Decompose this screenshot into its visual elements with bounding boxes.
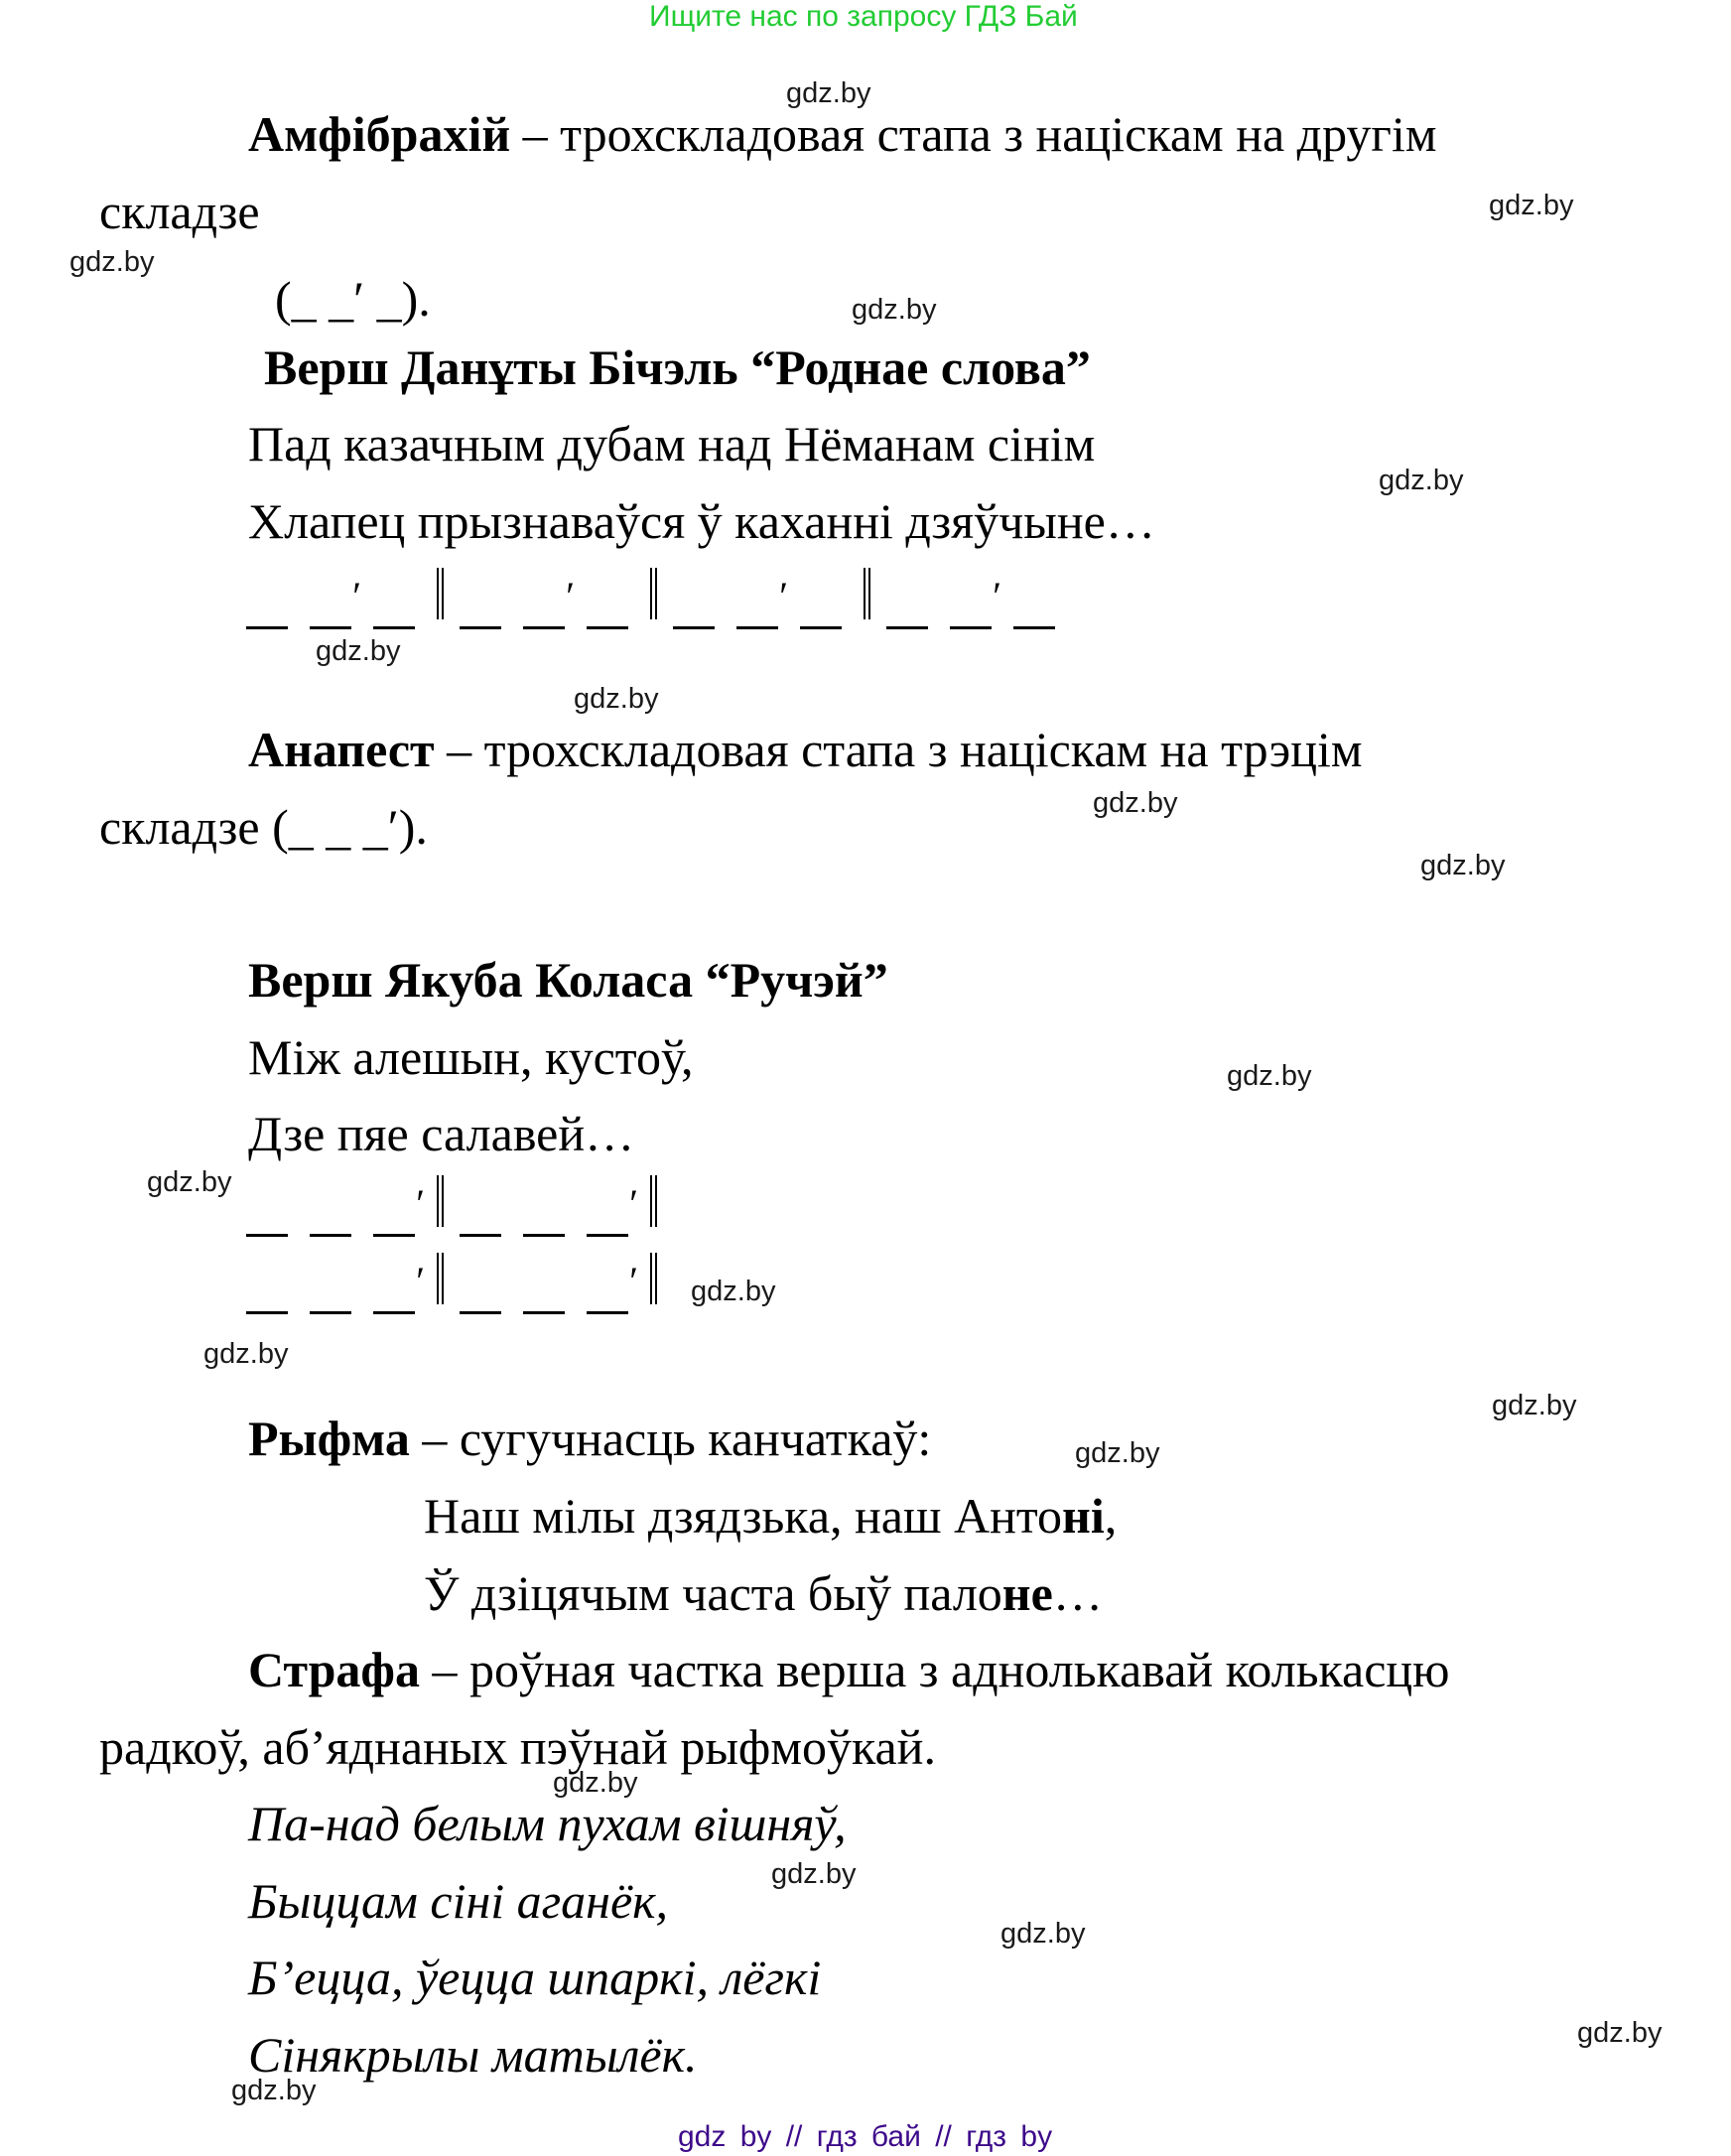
watermark: gdz.by bbox=[1227, 1060, 1312, 1092]
poem2-meter-scheme bbox=[246, 1185, 673, 1237]
watermark: gdz.by bbox=[231, 2075, 317, 2106]
rhyme-example-line bbox=[424, 1488, 1118, 1544]
rhyme-definition bbox=[248, 1411, 932, 1466]
amphibrach-formula: (_ _′ _). bbox=[275, 271, 431, 327]
line-punct: … bbox=[1052, 1565, 1103, 1621]
stanza-example-line: Быццам сіні аганёк, bbox=[248, 1873, 669, 1929]
watermark: gdz.by bbox=[1489, 190, 1574, 221]
definition-text: – трохскладовая стапа з націскам на трэцім bbox=[434, 722, 1363, 777]
watermark: gdz.by bbox=[203, 1338, 289, 1370]
definition-text: – роўная частка верша з аднолькавай колькасцю bbox=[420, 1642, 1450, 1697]
watermark: gdz.by bbox=[1093, 787, 1178, 819]
watermark: gdz.by bbox=[1379, 465, 1464, 496]
stanza-example-line: Сінякрылы матылёк. bbox=[248, 2027, 698, 2083]
stanza-continuation: радкоў, аб’яднаных пэўнай рыфмоўкай. bbox=[99, 1719, 936, 1775]
line-text: Ў дзіцячым часта быў пало bbox=[424, 1565, 1002, 1621]
poem1-line: Пад казачным дубам над Нёманам сінім bbox=[248, 416, 1096, 472]
stanza-example-line: Б’ецца, ўецца шпаркі, лёгкі bbox=[248, 1950, 822, 2005]
stanza-definition bbox=[248, 1642, 1450, 1697]
watermark: gdz.by bbox=[553, 1767, 638, 1799]
poem2-meter-scheme bbox=[246, 1263, 673, 1314]
footer-links[interactable]: gdz by // гдз бай // гдз by bbox=[678, 2120, 1053, 2153]
amphibrach-definition bbox=[248, 106, 1437, 162]
watermark: gdz.by bbox=[1492, 1390, 1577, 1421]
watermark: gdz.by bbox=[69, 246, 155, 278]
poem2-title: Верш Якуба Коласа “Ручэй” bbox=[248, 952, 888, 1008]
watermark: gdz.by bbox=[316, 635, 401, 667]
watermark: gdz.by bbox=[786, 77, 871, 109]
anapest-continuation: складзе (_ _ _′). bbox=[99, 799, 428, 855]
rhyme-example-line bbox=[424, 1565, 1103, 1621]
poem1-meter-scheme bbox=[246, 578, 1077, 629]
watermark: gdz.by bbox=[1075, 1437, 1160, 1469]
definition-text: – трохскладовая стапа з націскам на другім bbox=[510, 106, 1437, 162]
watermark: gdz.by bbox=[771, 1858, 857, 1890]
watermark: gdz.by bbox=[1577, 2017, 1663, 2049]
term-stanza: Страфа bbox=[248, 1642, 421, 1697]
line-text: Наш мілы дзядзька, наш Анто bbox=[424, 1488, 1063, 1544]
term-rhyme: Рыфма bbox=[248, 1411, 410, 1466]
watermark: gdz.by bbox=[147, 1166, 232, 1198]
poem2-line: Між алешын, кустоў, bbox=[248, 1029, 694, 1085]
poem1-title: Верш Данұты Бічэль “Роднае слова” bbox=[264, 339, 1091, 395]
watermark: gdz.by bbox=[574, 683, 659, 715]
watermark: gdz.by bbox=[1000, 1918, 1086, 1950]
rhyme-ending: не bbox=[1001, 1565, 1053, 1621]
stanza-example-line: Па-над белым пухам вішняў, bbox=[248, 1796, 847, 1851]
term-amphibrach: Амфібрахій bbox=[248, 106, 511, 162]
poem1-line: Хлапец прызнаваўся ў каханні дзяўчыне… bbox=[248, 493, 1155, 549]
watermark: gdz.by bbox=[691, 1276, 776, 1307]
definition-text: – сугучнасць канчаткаў: bbox=[409, 1411, 932, 1466]
watermark: gdz.by bbox=[852, 294, 937, 326]
line-punct: , bbox=[1104, 1488, 1118, 1544]
term-anapest: Анапест bbox=[248, 722, 435, 777]
watermark: gdz.by bbox=[1420, 850, 1506, 881]
search-banner[interactable]: Ищите нас по запросу ГДЗ Бай bbox=[649, 0, 1078, 33]
rhyme-ending: ні bbox=[1062, 1488, 1105, 1544]
poem2-line: Дзе пяе салавей… bbox=[248, 1106, 635, 1161]
anapest-definition bbox=[248, 722, 1363, 777]
amphibrach-continuation: складзе bbox=[99, 184, 260, 239]
